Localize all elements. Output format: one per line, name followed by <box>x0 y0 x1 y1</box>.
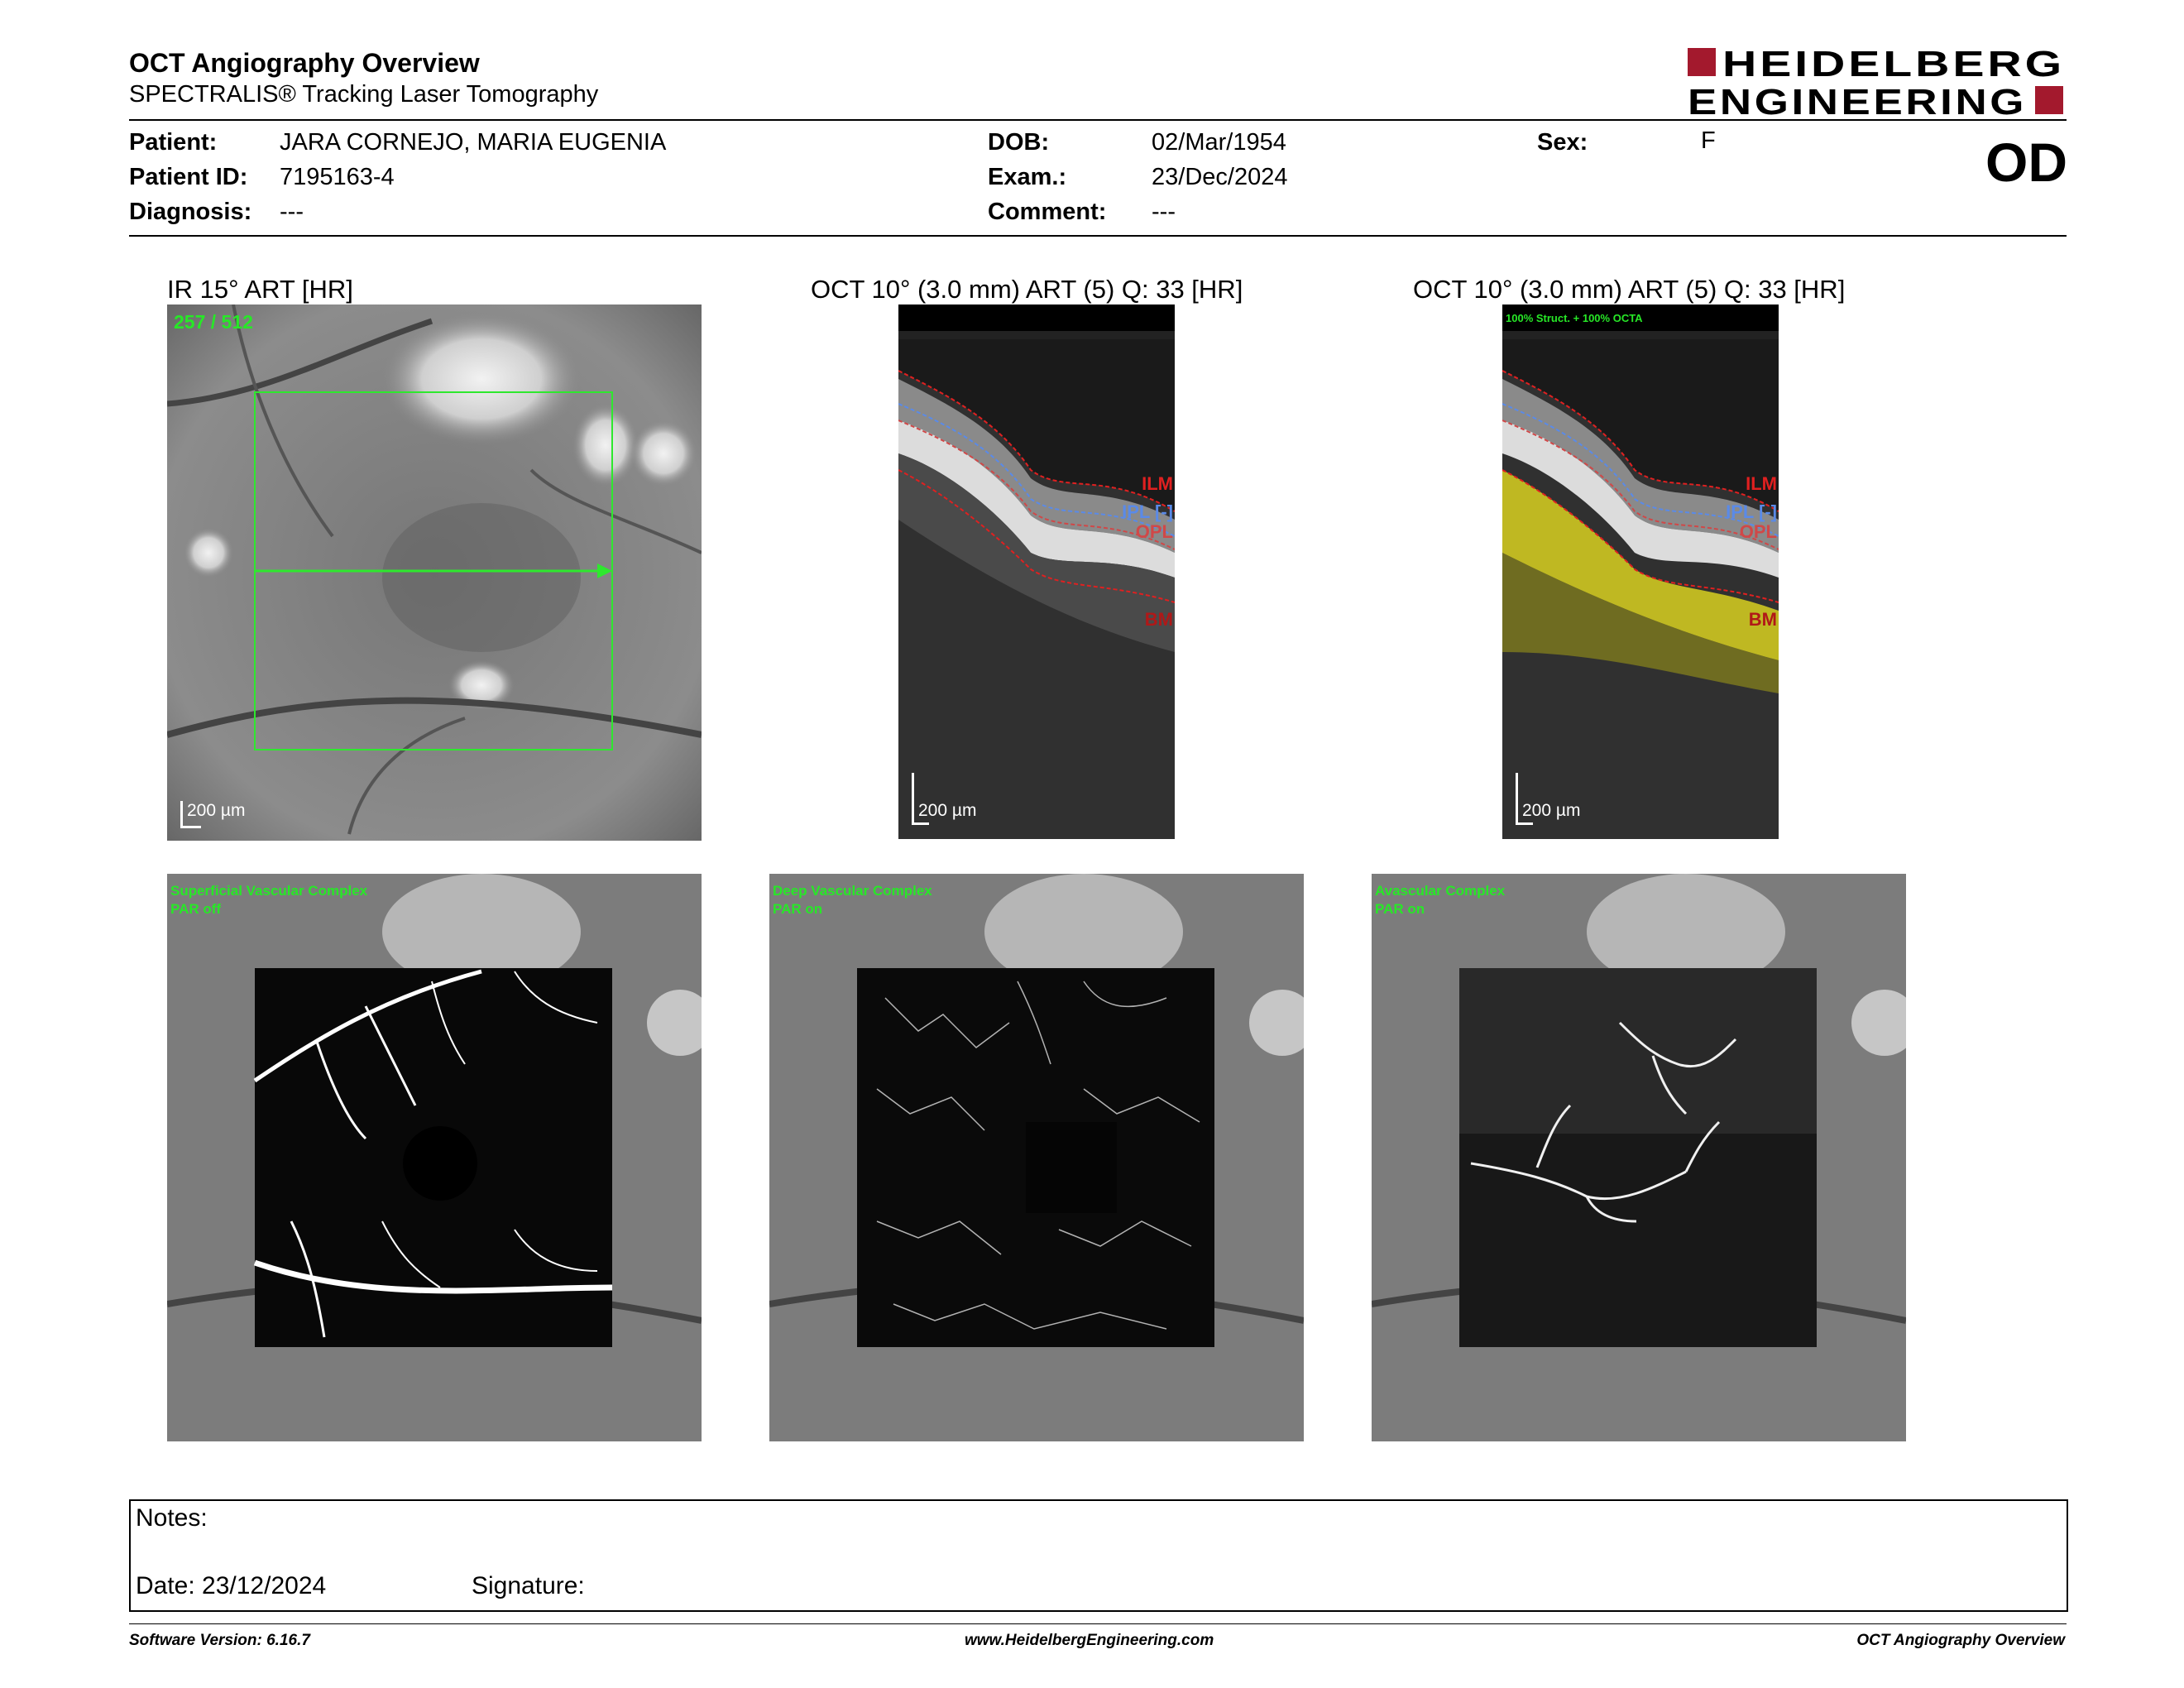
comment-label: Comment: <box>988 199 1107 225</box>
sex-value: F <box>1701 127 1716 154</box>
superficial-vascular-complex-image[interactable] <box>167 874 702 1441</box>
dvc-label: Deep Vascular Complex PAR on <box>773 883 932 917</box>
deep-vascular-complex-image[interactable] <box>769 874 1304 1441</box>
layer-bm: BM <box>1748 609 1777 630</box>
website-link[interactable]: www.HeidelbergEngineering.com <box>965 1632 1214 1649</box>
notes-date: Date: 23/12/2024 <box>136 1572 327 1599</box>
layer-opl: OPL <box>1739 521 1777 542</box>
oct-bscan-octa[interactable] <box>1502 305 1779 839</box>
layer-ipl: IPL [-] <box>1726 501 1777 522</box>
avc-label: Avascular Complex PAR on <box>1375 883 1506 917</box>
scale-label: 200 µm <box>918 801 977 820</box>
oct-caption-2: OCT 10° (3.0 mm) ART (5) Q: 33 [HR] <box>1413 275 1846 304</box>
header-divider <box>129 119 2067 121</box>
layer-ilm: ILM <box>1142 473 1173 494</box>
patient-divider <box>129 235 2067 237</box>
sex-label: Sex: <box>1537 129 1588 156</box>
ir-caption: IR 15° ART [HR] <box>167 275 353 304</box>
report-name: OCT Angiography Overview <box>1856 1632 2065 1649</box>
svg-text:HEIDELBERG: HEIDELBERG <box>1722 44 2065 84</box>
svc-label: Superficial Vascular Complex PAR off <box>170 883 368 917</box>
exam-value: 23/Dec/2024 <box>1152 164 1288 190</box>
oct-caption-1: OCT 10° (3.0 mm) ART (5) Q: 33 [HR] <box>811 275 1243 304</box>
footer-divider <box>129 1623 2067 1624</box>
comment-value: --- <box>1152 199 1176 225</box>
signature-label: Signature: <box>472 1572 585 1599</box>
software-version: Software Version: 6.16.7 <box>129 1632 310 1649</box>
heidelberg-logo <box>1688 43 2068 119</box>
layer-ilm: ILM <box>1746 473 1777 494</box>
layer-opl: OPL <box>1135 521 1173 542</box>
notes-label: Notes: <box>136 1504 208 1532</box>
eye-indicator: OD <box>1985 132 2067 193</box>
diagnosis-label: Diagnosis: <box>129 199 252 225</box>
diagnosis-value: --- <box>280 199 304 225</box>
patient-name: JARA CORNEJO, MARIA EUGENIA <box>280 129 667 156</box>
patient-label: Patient: <box>129 129 218 156</box>
report-subtitle: SPECTRALIS® Tracking Laser Tomography <box>129 81 599 108</box>
svg-text:ENGINEERING: ENGINEERING <box>1688 82 2027 119</box>
report-title: OCT Angiography Overview <box>129 48 480 78</box>
octa-overlay-label: 100% Struct. + 100% OCTA <box>1506 312 1643 324</box>
scale-label: 200 µm <box>187 801 246 820</box>
patient-id: 7195163-4 <box>280 164 395 190</box>
ir-fundus-image[interactable] <box>167 305 702 841</box>
dob-value: 02/Mar/1954 <box>1152 129 1286 156</box>
oct-bscan-structure[interactable] <box>898 305 1175 839</box>
scan-counter: 257 / 512 <box>174 311 253 333</box>
patient-id-label: Patient ID: <box>129 164 248 190</box>
dob-label: DOB: <box>988 129 1050 156</box>
layer-ipl: IPL [-] <box>1122 501 1173 522</box>
scale-label: 200 µm <box>1522 801 1581 820</box>
exam-label: Exam.: <box>988 164 1067 190</box>
notes-box[interactable] <box>129 1499 2068 1612</box>
layer-bm: BM <box>1144 609 1173 630</box>
avascular-complex-image[interactable] <box>1372 874 1906 1441</box>
